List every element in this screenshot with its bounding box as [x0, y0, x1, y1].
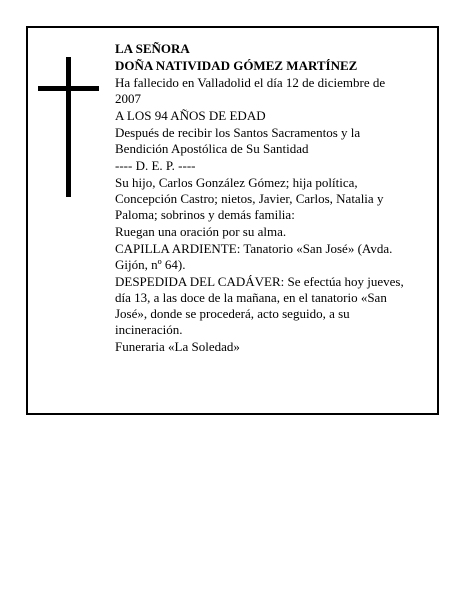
sacraments-statement: Después de recibir los Santos Sacramentos y la Bendición Apostólica de Su Santidad [115, 125, 361, 156]
dep-line: ---- D. E. P. ---- [115, 158, 196, 173]
age-statement: A LOS 94 AÑOS DE EDAD [115, 108, 266, 123]
family-list: Su hijo, Carlos González Gómez; hija política, Concepción Castro; nietos, Javier, Carlos, Natalia y Paloma; sobrinos y demás familia: [115, 175, 384, 222]
prayer-request: Ruegan una oración por su alma. [115, 224, 287, 239]
chapel-info: CAPILLA ARDIENTE: Tanatorio «San José» (Avda. Gijón, nº 64). [115, 241, 393, 272]
obituary-notice [26, 26, 439, 415]
deceased-name: DOÑA NATIVIDAD GÓMEZ MARTÍNEZ [115, 58, 358, 73]
cross-icon-crossbar [38, 86, 99, 91]
notice-text [115, 41, 405, 356]
death-statement: Ha fallecido en Valladolid el día 12 de diciembre de 2007 [115, 75, 386, 106]
funeral-home: Funeraria «La Soledad» [115, 339, 240, 354]
cross-icon [66, 57, 71, 197]
notice-title: LA SEÑORA [115, 41, 190, 56]
farewell-info: DESPEDIDA DEL CADÁVER: Se efectúa hoy jueves, día 13, a las doce de la mañana, en el tanatorio «San José», donde se procederá, acto seguido, a su incineración. [115, 274, 404, 337]
